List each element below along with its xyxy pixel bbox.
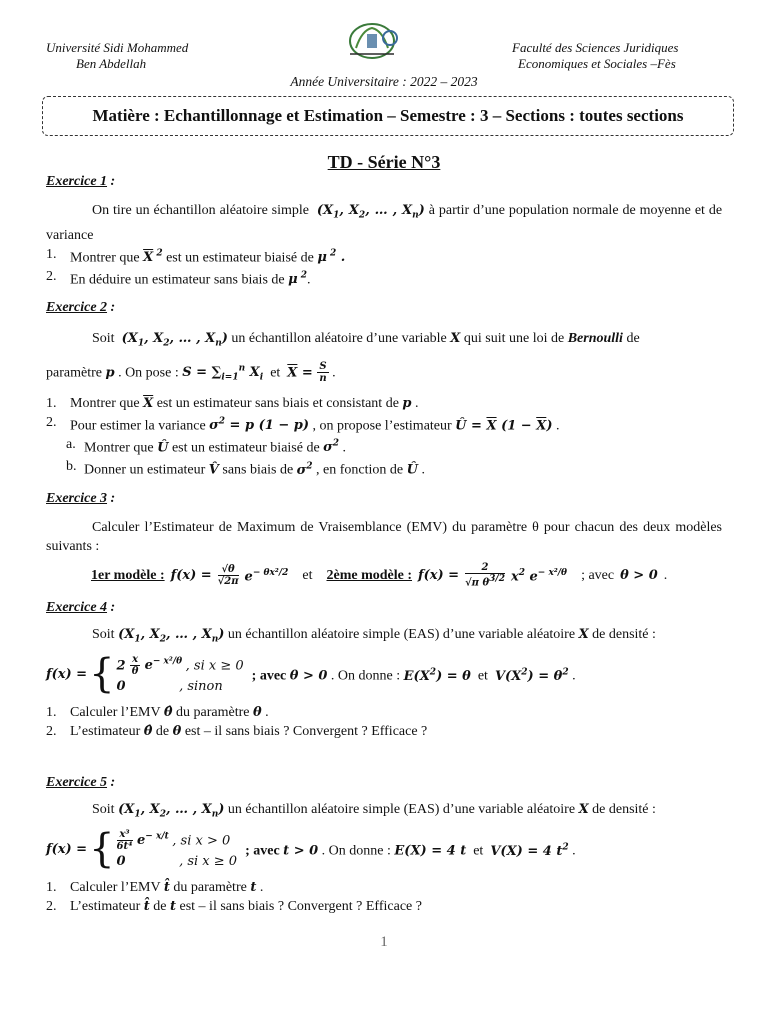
exercise-4-item-1: 1. Calculer l’EMV θ̂ du paramètre θ . xyxy=(46,705,269,721)
faculty-name xyxy=(512,40,678,72)
exercise-1-item-2: 2. En déduire un estimateur sans biais de μ $^2$. xyxy=(46,268,311,288)
exercise-3-text: Calculer l’Estimateur de Maximum de Vraisemblance (EMV) du paramètre θ pour chacun des deux modèles suivants : xyxy=(46,520,722,554)
page-title: TD - Série N°3 xyxy=(327,152,441,172)
exercise-5 xyxy=(46,773,722,916)
exercise-3-models: 1er modèle : f(x) = $\frac{√\theta}{√2\pi}$ $e^{- \theta x^2/2}$ et 2ème modèle : f(x) = $\frac{2}{√\pi \theta^{3/2}}$ $x^2$ $e^{- x^2/\theta}$ ; avec θ > 0 . xyxy=(91,562,668,589)
exercise-5-density: f(x) = { $\frac{\text{x³}}{\text{6t⁴}}$ $e^{- x/t}$ , si x > 0 0 , si x ≥ 0 ; avec t > 0 . On donne : E(X) = 4 t et V(X) = 4 $t^2$ . xyxy=(46,826,576,873)
university-line1: Université Sidi Mohammed xyxy=(46,40,189,55)
exercise-5-heading: Exercice 5 : xyxy=(46,775,116,790)
university-logo-icon xyxy=(340,20,404,62)
faculty-line1: Faculté des Sciences Juridiques xyxy=(512,40,679,55)
exercise-4-item-2: 2. L’estimateur θ̂ de θ est – il sans biais ? Convergent ? Efficace ? xyxy=(46,724,428,740)
model-1-label: 1er modèle : xyxy=(91,567,165,583)
exercise-5-item-1: 1. Calculer l’EMV t̂ du paramètre t . xyxy=(46,880,264,896)
subject-box: Matière : Echantillonnage et Estimation – Semestre : 3 – Sections : toutes sections xyxy=(42,96,734,136)
exercise-3 xyxy=(46,489,722,588)
exercise-2-sub-a: a. Montrer que Û est un estimateur biaisé de $\sigma^2$ . xyxy=(66,436,347,456)
exercise-1-item-1: 1. Montrer que $\overline{X}$ $^2$ est un estimateur biaisé de μ $^2$ . xyxy=(46,246,346,265)
exercise-2-intro: Soit ($X_1$, $X_2$, … , $X_n$) un échantillon aléatoire d’une variable X qui suit une loi de Bernoulli de xyxy=(92,331,640,349)
model-2-label: 2ème modèle : xyxy=(326,567,413,583)
exercise-3-heading: Exercice 3 : xyxy=(46,491,116,506)
academic-year: Année Universitaire : 2022 – 2023 xyxy=(290,74,478,89)
exercise-1-heading: Exercice 1 : xyxy=(46,174,116,189)
university-line2: Ben Abdellah xyxy=(76,56,147,71)
exercise-2-sub-b: b. Donner un estimateur V̂ sans biais de $\sigma^2$ , en fonction de Û . xyxy=(66,459,425,478)
exercise-2 xyxy=(46,298,722,480)
exercise-1 xyxy=(46,172,722,289)
exercise-4 xyxy=(46,598,722,741)
exercise-5-intro: Soit ($X_1$, $X_2$, … , $X_n$) un échantillon aléatoire simple (EAS) d’une variable aléatoire X de densité : xyxy=(92,802,656,820)
exercise-4-intro: Soit ($X_1$, $X_2$, … , $X_n$) un échantillon aléatoire simple (EAS) d’une variable aléatoire X de densité : xyxy=(92,627,656,645)
exercise-2-item-1: 1. Montrer que $\overline{X}$ est un estimateur sans biais et consistant de p . xyxy=(46,395,419,411)
exercise-4-heading: Exercice 4 : xyxy=(46,600,116,615)
exercise-2-item-2: 2. Pour estimer la variance $\sigma^2 = p$ (1 − p) , on propose l’estimateur Û = $\overline{X}$ $(1 - \overline{X})$ . xyxy=(46,414,560,433)
exercise-4-density: f(x) = { 2 $\frac{x}{\theta}$ $e^{- x^2/\theta}$ , si x ≥ 0 0 , sinon ; avec θ > 0 . On donne : $E(X^2) = \theta$ et $V(X^2) = \theta^2$ . xyxy=(46,651,576,698)
exercise-2-definitions: paramètre p . On pose : $S = \sum_{i=1}^n$ $X_i$ et $\overline{X}$ = $\frac{S}{n}$ . xyxy=(46,361,336,385)
faculty-line2: Economiques et Sociales –Fès xyxy=(518,56,676,71)
university-name xyxy=(46,40,188,72)
exercise-5-item-2: 2. L’estimateur t̂ de t est – il sans biais ? Convergent ? Efficace ? xyxy=(46,899,422,915)
exercise-1-intro: On tire un échantillon aléatoire simple ($X_1$, $X_2$, … , $X_n$) à partir d’une population normale de moyenne et de variance xyxy=(46,203,723,243)
exercise-2-heading: Exercice 2 : xyxy=(46,300,116,315)
page-number: 1 xyxy=(380,934,388,950)
